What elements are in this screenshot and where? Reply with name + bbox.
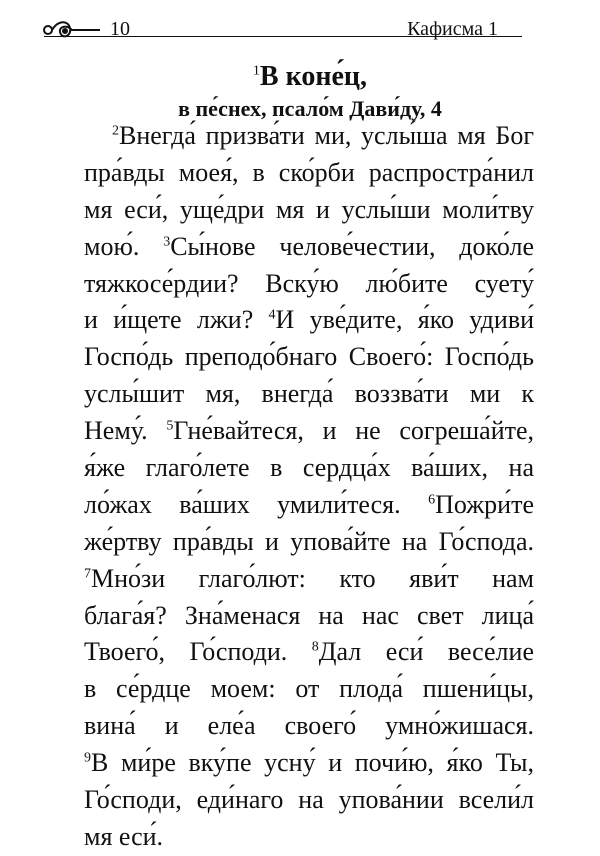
text-line bbox=[84, 450, 534, 487]
verse-number: 2 bbox=[112, 123, 119, 139]
text-line bbox=[84, 487, 534, 524]
verse-text: ло́жах ва́ших умили́теся. bbox=[84, 489, 429, 519]
text-line bbox=[84, 745, 534, 782]
verse-text: В ми́ре вку́пе усну́ и почи́ю, я́ко Ты, bbox=[91, 748, 534, 778]
verse-text: блага́я? Зна́менася на нас свет лица́ bbox=[84, 600, 534, 630]
text-line bbox=[84, 524, 534, 561]
ornament-icon bbox=[42, 18, 102, 42]
heading-text-1: В коне́ц, bbox=[259, 61, 368, 92]
psalm-heading bbox=[100, 62, 520, 126]
verse-text: пра́вды моея́, в ско́рби распростра́нил bbox=[84, 157, 534, 187]
text-line bbox=[84, 413, 534, 450]
text-line bbox=[84, 155, 534, 192]
text-line bbox=[84, 118, 534, 155]
verse-text: же́ртву пра́вды и упова́йте на Го́спода. bbox=[84, 526, 534, 556]
verse-number: 6 bbox=[428, 492, 436, 508]
heading-line-1 bbox=[100, 62, 520, 92]
text-line bbox=[84, 819, 534, 856]
header-rule bbox=[44, 36, 522, 37]
text-line bbox=[84, 671, 534, 708]
verse-text: услы́шит мя, внегда́ воззва́ти ми к bbox=[84, 379, 534, 409]
text-line bbox=[84, 376, 534, 413]
verse-text: Го́споди, еди́наго на упова́нии всели́л bbox=[84, 785, 534, 815]
verse-text: Твоего́, Го́споди. bbox=[84, 637, 312, 667]
verse-text: вина́ и еле́а своего́ умно́жишася. bbox=[84, 711, 534, 741]
verse-text: Мно́зи глаго́лют: кто яви́т нам bbox=[91, 563, 534, 593]
verse-text: Сы́нове челове́честии, доко́ле bbox=[170, 231, 534, 261]
page-number: 10 bbox=[110, 18, 130, 40]
verse-text: в се́рдце моем: от плода́ пшени́цы, bbox=[84, 674, 534, 704]
verse-text: мя еси́. bbox=[84, 821, 164, 851]
verse-number: 8 bbox=[311, 639, 319, 655]
text-line bbox=[84, 266, 534, 303]
verse-text: Дал еси́ весе́лие bbox=[318, 637, 534, 667]
verse-text: мою́. bbox=[84, 231, 164, 261]
text-line bbox=[84, 192, 534, 229]
verse-text: Пожри́те bbox=[435, 489, 534, 519]
verse-text: Госпо́дь преподо́бнаго Своего́: Госпо́дь bbox=[84, 342, 534, 372]
text-line bbox=[84, 339, 534, 376]
verse-text: я́же глаго́лете в сердца́х ва́ших, на bbox=[84, 453, 534, 483]
verse-text: тяжкосе́рдии? Вску́ю лю́бите суету́ bbox=[84, 268, 534, 298]
verse-text: И уве́дите, я́ко удиви́ bbox=[275, 305, 535, 335]
verse-number: 3 bbox=[163, 234, 171, 250]
heading-line-2: в пе́снех, псало́м Дави́ду, 4 bbox=[178, 96, 442, 121]
verse-text: и и́щете лжи? bbox=[84, 305, 269, 335]
verse-text: Нему́. bbox=[84, 416, 167, 446]
verse-number: 7 bbox=[84, 566, 91, 582]
psalm-text bbox=[84, 118, 534, 856]
verse-number: 1 bbox=[252, 63, 260, 79]
running-head bbox=[42, 14, 522, 46]
verse-text: Гне́вайтеся, и не согреша́йте, bbox=[173, 416, 535, 446]
verse-text: мя еси́, уще́дри мя и услы́ши моли́тву bbox=[84, 194, 534, 224]
text-line bbox=[84, 634, 534, 671]
text-line bbox=[84, 561, 534, 598]
verse-text: Внегда́ призва́ти ми, услы́ша мя Бог bbox=[119, 121, 534, 150]
running-title: Кафисма 1 bbox=[407, 18, 498, 40]
text-line bbox=[84, 782, 534, 819]
verse-number: 4 bbox=[268, 307, 276, 323]
text-line bbox=[84, 229, 534, 266]
text-line bbox=[84, 598, 534, 635]
text-line bbox=[84, 708, 534, 745]
text-line bbox=[84, 302, 534, 339]
verse-number: 9 bbox=[84, 750, 91, 766]
verse-number: 5 bbox=[166, 418, 174, 434]
